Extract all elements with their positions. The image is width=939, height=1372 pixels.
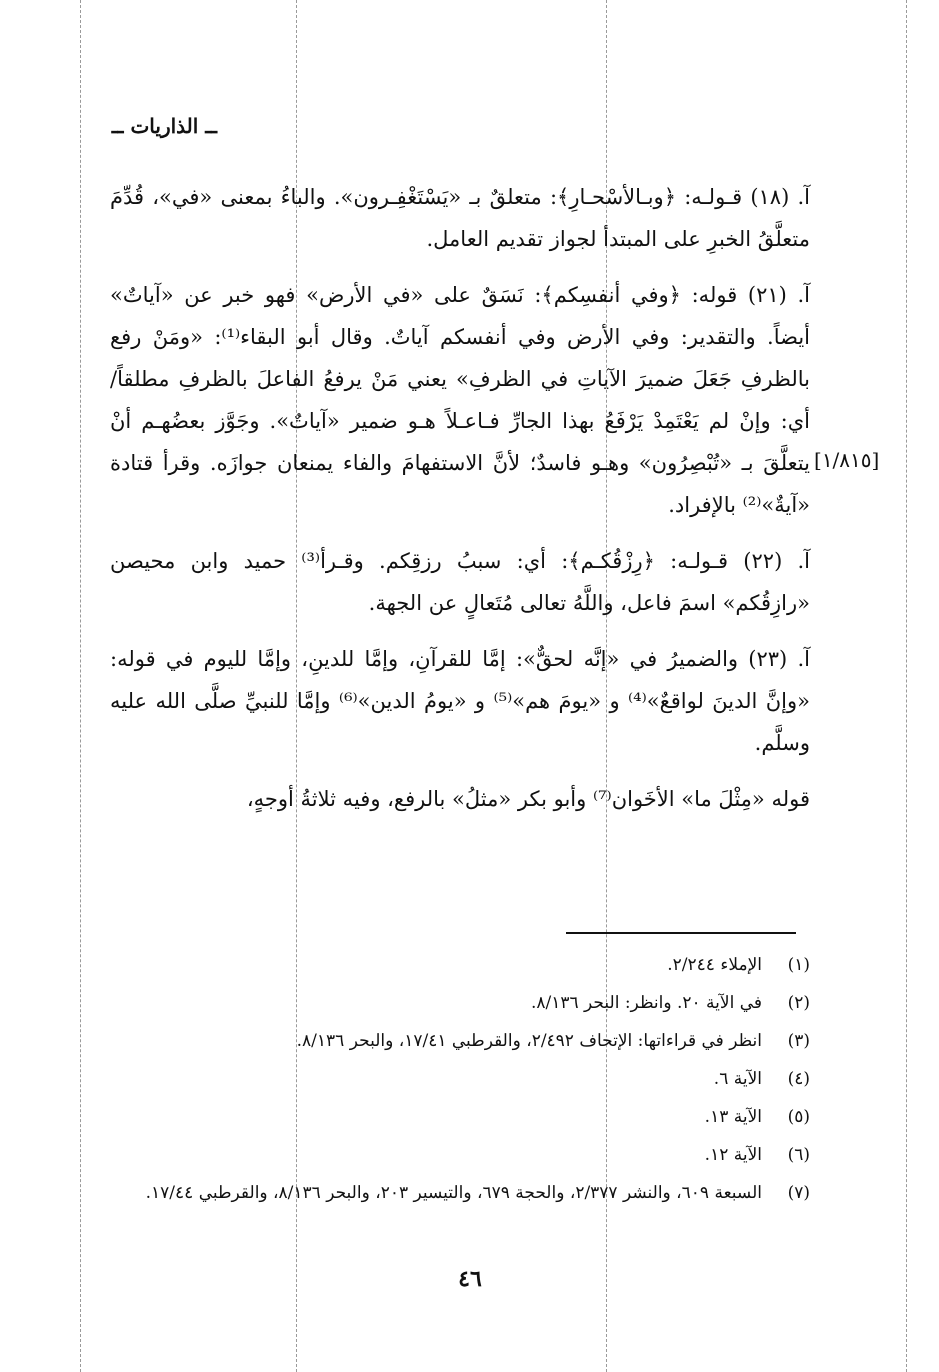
footnote-number: (٤) [787, 1069, 810, 1089]
paragraph-verse-23: آ. (٢٣) والضميرُ في «إنَّه لحقٌّ»: إمَّا للقرآنِ، وإمَّا للدينِ، وإمَّا لليوم في قوله: «وإنَّ الدينَ لواقعٌ»⁽⁴⁾ و «يومَ هم»⁽⁵⁾ و «يومُ الدين»⁽⁶⁾ وإمَّا للنبيِّ صلَّى الله عليه وسلَّم. [110, 647, 810, 755]
main-text [110, 176, 810, 834]
footnote-item [110, 1136, 810, 1174]
footnote-number: (٣) [787, 1031, 810, 1051]
footnote-text: الآية ٦. [713, 1069, 762, 1089]
paragraph-mithl: قوله «مِثْلَ ما» الأخَوان⁽⁷⁾ وأبو بكر «مثلُ» بالرفع، وفيه ثلاثةُ أوجهٍ، [246, 787, 810, 811]
footnote-item [110, 1022, 810, 1060]
footnote-item [110, 1174, 810, 1212]
footnote-separator [566, 932, 796, 934]
footnote-text: انظر في قراءاتها: الإتحاف ٢/٤٩٢، والقرطبي ١٧/٤١، والبحر ٨/١٣٦. [296, 1031, 762, 1051]
paragraph-verse-22: آ. (٢٢) قـولـه: ﴿رِزْقُكـم﴾: أي: سببُ رزقِكم. وقـرأ⁽³⁾ حميد وابن محيصن «رازِقُكم» اسمَ فاعل، واللَّهُ تعالى مُتَعالٍ عن الجهة. [110, 549, 811, 615]
footnote-text: الآية ١٣. [704, 1107, 762, 1127]
footnote-item [110, 984, 810, 1022]
footnote-text: الآية ١٢. [704, 1145, 762, 1165]
footnotes [110, 946, 810, 1212]
margin-reference: [١/٨١٥] [814, 448, 880, 472]
scan-guide-line [906, 0, 907, 1372]
footnote-text: الإملاء ٢/٢٤٤. [667, 955, 762, 975]
footnote-number: (٢) [787, 993, 810, 1013]
footnote-item [110, 1060, 810, 1098]
footnote-text: في الآية ٢٠. وانظر: البحر ٨/١٣٦. [530, 993, 762, 1013]
page-number: ٤٦ [458, 1266, 482, 1292]
footnote-item [110, 946, 810, 984]
footnote-text: السبعة ٦٠٩، والنشر ٢/٣٧٧، والحجة ٦٧٩، والتيسير ٢٠٣، والبحر ٨/١٣٦، والقرطبي ١٧/٤٤. [145, 1183, 762, 1203]
footnote-number: (٥) [787, 1107, 810, 1127]
scan-guide-line [80, 0, 81, 1372]
paragraph-verse-21: آ. (٢١) قوله: ﴿وفي أنفسِكم﴾: نَسَقٌ على «في الأرض» فهو خبر عن «آياتٌ» أيضاً. والتقدير: وفي الأرض وفي أنفسكم آياتٌ. وقال أبو البقاء⁽¹⁾: «ومَنْ رفع بالظرفِ جَعَلَ ضميرَ الآياتِ في الظرفِ» يعني مَنْ يرفعُ الفاعلَ بالظرفِ مطلقاً/ أي: وإنْ لم يَعْتَمِدْ يَرْفَعُ بهذا الجارِّ فـاعـلاً هـو ضمير «آياتٌ». وجَوَّز بعضُهـم أنْ يتعلَّقَ بـ «تُبْصِرُون» وهـو فاسدٌ؛ لأنَّ الاستفهامَ والفاء يمنعان جوازَه. وقرأ قتادة «آيةٌ»⁽²⁾ بالإفراد. [110, 283, 810, 517]
footnote-item [110, 1098, 810, 1136]
footnote-number: (٦) [787, 1145, 810, 1165]
footnote-number: (١) [787, 955, 810, 975]
running-head: ــ الذاريات ــ [111, 114, 217, 138]
paragraph-verse-18: آ. (١٨) قـولـه: ﴿وبـالأسْحـارِ﴾: متعلقٌ بـ «يَسْتَغْفِـرون». والباءُ بمعنى «في»، قُدِّمَ متعلَّقُ الخبرِ على المبتدأ لجواز تقديم العامل. [110, 185, 810, 251]
footnote-number: (٧) [787, 1183, 810, 1203]
